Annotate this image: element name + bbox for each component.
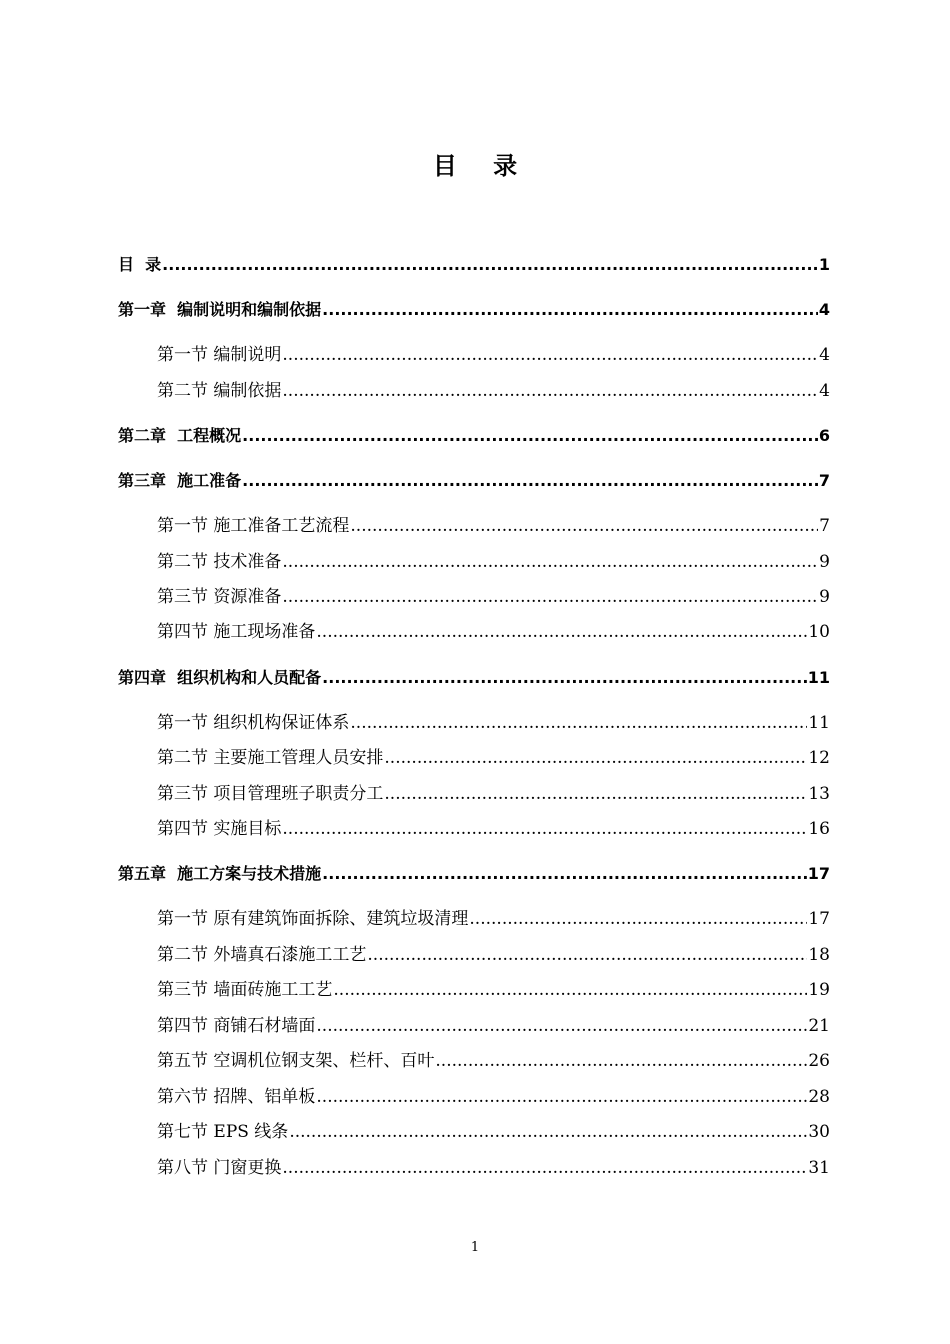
toc-entry-label: 第三章 施工准备 (118, 471, 242, 490)
toc-leader-dots (367, 943, 807, 967)
toc-leader-dots (316, 620, 807, 644)
toc-leader-dots (333, 978, 807, 1002)
toc-leader-dots (289, 1120, 807, 1144)
toc-leader-dots (162, 253, 818, 277)
toc-entry-page: 12 (808, 748, 830, 768)
toc-leader-dots (350, 711, 807, 735)
toc-section-entry[interactable] (157, 550, 830, 574)
toc-entry-label: 第四章 组织机构和人员配备 (118, 668, 322, 687)
toc-leader-dots (282, 550, 818, 574)
toc-leader-dots (322, 862, 807, 886)
toc-entry-label: 第四节 实施目标 (157, 819, 282, 839)
toc-entry-label: 第三节 项目管理班子职责分工 (157, 784, 384, 804)
toc-leader-dots (384, 746, 807, 770)
toc-entry-page: 11 (808, 713, 830, 733)
toc-entry-page: 9 (819, 552, 830, 572)
toc-entry-label: 第二节 编制依据 (157, 381, 282, 401)
toc-entry-page: 1 (818, 255, 830, 274)
toc-section-entry[interactable] (157, 514, 830, 538)
toc-leader-dots (322, 298, 818, 322)
toc-leader-dots (384, 782, 807, 806)
toc-entry-label: 第五章 施工方案与技术措施 (118, 864, 322, 883)
toc-entry-page: 16 (808, 819, 830, 839)
toc-chapter-entry[interactable] (118, 253, 830, 277)
toc-entry-label: 第二章 工程概况 (118, 426, 242, 445)
toc-leader-dots (282, 817, 807, 841)
toc-section-entry[interactable] (157, 1049, 830, 1073)
toc-leader-dots (316, 1014, 807, 1038)
toc-chapter-entry[interactable] (118, 666, 830, 690)
toc-leader-dots (435, 1049, 807, 1073)
toc-entry-label: 目 录 (118, 255, 162, 274)
toc-entry-page: 7 (818, 471, 830, 490)
toc-chapter-entry[interactable] (118, 862, 830, 886)
toc-section-entry[interactable] (157, 943, 830, 967)
toc-entry-page: 18 (808, 945, 830, 965)
toc-entry-label: 第一节 施工准备工艺流程 (157, 516, 350, 536)
toc-entry-label: 第四节 施工现场准备 (157, 622, 316, 642)
toc-entry-label: 第二节 技术准备 (157, 552, 282, 572)
toc-entry-page: 9 (819, 587, 830, 607)
toc-entry-label: 第三节 墙面砖施工工艺 (157, 980, 333, 1000)
toc-entry-label: 第四节 商铺石材墙面 (157, 1016, 316, 1036)
toc-section-entry[interactable] (157, 817, 830, 841)
toc-entry-label: 第七节 EPS 线条 (157, 1122, 289, 1142)
toc-section-entry[interactable] (157, 1014, 830, 1038)
toc-section-entry[interactable] (157, 711, 830, 735)
toc-entry-page: 19 (808, 980, 830, 1000)
toc-entry-label: 第二节 主要施工管理人员安排 (157, 748, 384, 768)
toc-entry-page: 4 (819, 381, 830, 401)
toc-entry-page: 10 (808, 622, 830, 642)
toc-entry-label: 第二节 外墙真石漆施工工艺 (157, 945, 367, 965)
toc-leader-dots (282, 343, 818, 367)
toc-entry-page: 4 (819, 345, 830, 365)
toc-entry-label: 第三节 资源准备 (157, 587, 282, 607)
toc-leader-dots (242, 424, 818, 448)
toc-entry-page: 17 (808, 909, 830, 929)
toc-chapter-entry[interactable] (118, 469, 830, 493)
toc-entry-label: 第六节 招牌、铝单板 (157, 1087, 316, 1107)
toc-entry-page: 11 (807, 668, 830, 687)
toc-entry-label: 第一节 组织机构保证体系 (157, 713, 350, 733)
toc-section-entry[interactable] (157, 585, 830, 609)
toc-section-entry[interactable] (157, 620, 830, 644)
toc-section-entry[interactable] (157, 978, 830, 1002)
toc-leader-dots (282, 379, 818, 403)
toc-chapter-entry[interactable] (118, 424, 830, 448)
toc-leader-dots (282, 1156, 807, 1180)
page-title: 目 录 (432, 152, 532, 180)
toc-section-entry[interactable] (157, 746, 830, 770)
toc-entry-page: 28 (808, 1087, 830, 1107)
toc-entry-label: 第五节 空调机位钢支架、栏杆、百叶 (157, 1051, 435, 1071)
toc-section-entry[interactable] (157, 1085, 830, 1109)
toc-section-entry[interactable] (157, 782, 830, 806)
toc-leader-dots (282, 585, 818, 609)
toc-chapter-entry[interactable] (118, 298, 830, 322)
toc-leader-dots (242, 469, 818, 493)
toc-section-entry[interactable] (157, 379, 830, 403)
toc-entry-label: 第八节 门窗更换 (157, 1158, 282, 1178)
toc-entry-page: 26 (808, 1051, 830, 1071)
toc-entry-label: 第一章 编制说明和编制依据 (118, 300, 322, 319)
toc-section-entry[interactable] (157, 907, 830, 931)
toc-section-entry[interactable] (157, 343, 830, 367)
toc-section-entry[interactable] (157, 1156, 830, 1180)
toc-entry-label: 第一节 原有建筑饰面拆除、建筑垃圾清理 (157, 909, 469, 929)
toc-entry-page: 21 (808, 1016, 830, 1036)
toc-entry-label: 第一节 编制说明 (157, 345, 282, 365)
toc-entry-page: 7 (819, 516, 830, 536)
toc-entry-page: 4 (818, 300, 830, 319)
toc-leader-dots (469, 907, 807, 931)
toc-leader-dots (322, 666, 807, 690)
page-number: 1 (470, 1240, 480, 1255)
toc-entry-page: 17 (807, 864, 830, 883)
toc-section-entry[interactable] (157, 1120, 830, 1144)
toc-leader-dots (316, 1085, 807, 1109)
toc-entry-page: 30 (808, 1122, 830, 1142)
toc-leader-dots (350, 514, 818, 538)
toc-entry-page: 6 (818, 426, 830, 445)
toc-entry-page: 31 (808, 1158, 830, 1178)
toc-entry-page: 13 (808, 784, 830, 804)
